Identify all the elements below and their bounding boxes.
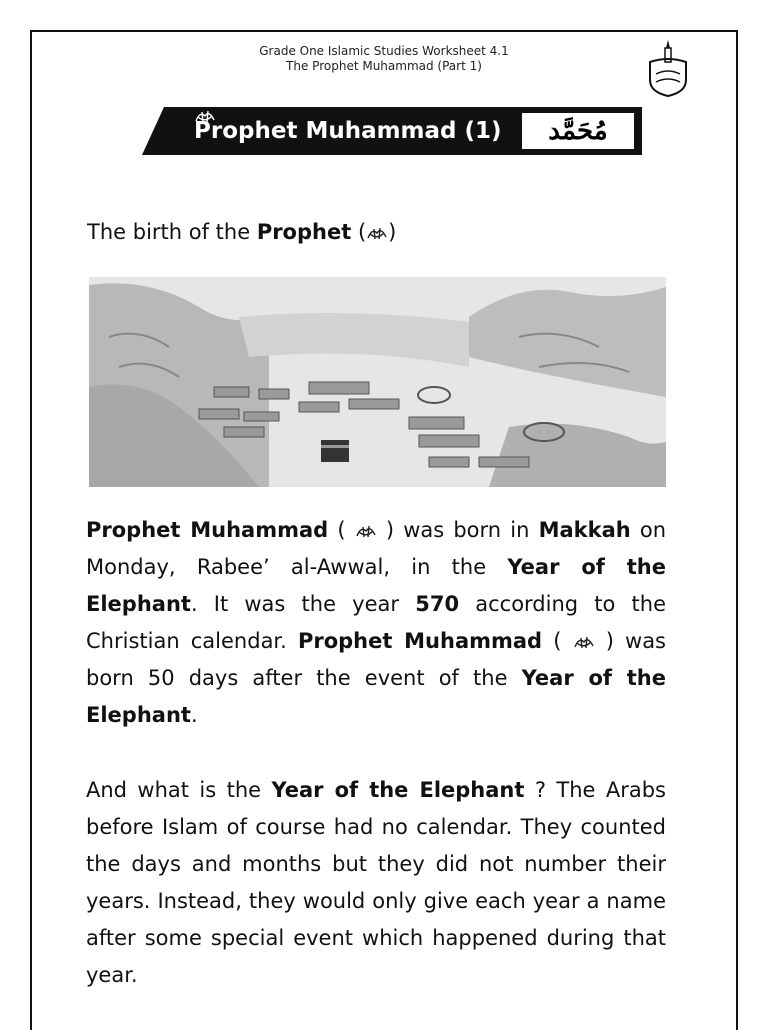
salawat-seal-icon [194, 107, 216, 125]
p1-s12: ) was born 50 days after the event of the [86, 629, 667, 690]
header-line-1: Grade One Islamic Studies Worksheet 4.1 [259, 44, 509, 58]
banner-arabic-name: مُحَمَّد [548, 116, 608, 146]
p1-s11: ( [542, 629, 573, 653]
p1-s9: according to the Christian calendar. [86, 592, 667, 653]
p2-s1: And what is the [86, 778, 272, 802]
subtitle-part-b: Prophet [256, 220, 352, 244]
worksheet-header [32, 44, 736, 74]
p1-s2: ( [328, 518, 355, 542]
title-banner [142, 107, 642, 155]
p1-s4: Makkah [538, 518, 631, 542]
salawat-seal-icon [355, 522, 377, 540]
p2-s3: ? The Arabs before Islam of course had no calendar. They counted the days and months but they did not number their years. Instead, they would only give each year a name after some special event which happened during that year. [86, 778, 666, 987]
salawat-seal-icon [573, 633, 595, 651]
banner-number: (1) [464, 118, 502, 144]
banner-title-text: Prophet Muhammad [194, 118, 457, 144]
salawat-seal-icon [366, 224, 388, 242]
subtitle-part-c: ( [351, 220, 367, 244]
p2-s2: Year of the Elephant [271, 778, 525, 802]
worksheet-page [30, 30, 738, 1030]
p1-s14: . [190, 703, 198, 727]
p1-s8: 570 [415, 592, 460, 616]
paragraph-birth [86, 512, 666, 734]
p1-s6: Year of the Elephant [86, 555, 667, 616]
makkah-valley-illustration [89, 277, 666, 487]
p1-s3: ) was born in [376, 518, 539, 542]
subtitle-part-d: ) [388, 220, 397, 244]
p1-s7: . It was the year [190, 592, 416, 616]
paragraph-year-of-elephant [86, 772, 666, 994]
section-subtitle [87, 220, 396, 244]
banner-title [194, 107, 502, 155]
p1-s5: on Monday, Rabee’ al-Awwal, in the [86, 518, 667, 579]
p1-s1: Prophet Muhammad [86, 518, 329, 542]
school-crest-icon [646, 38, 690, 98]
header-line-2: The Prophet Muhammad (Part 1) [286, 59, 482, 73]
subtitle-part-a: The birth of the [87, 220, 257, 244]
p1-s13: Year of the Elephant [86, 666, 666, 727]
p1-s10: Prophet Muhammad [297, 629, 543, 653]
